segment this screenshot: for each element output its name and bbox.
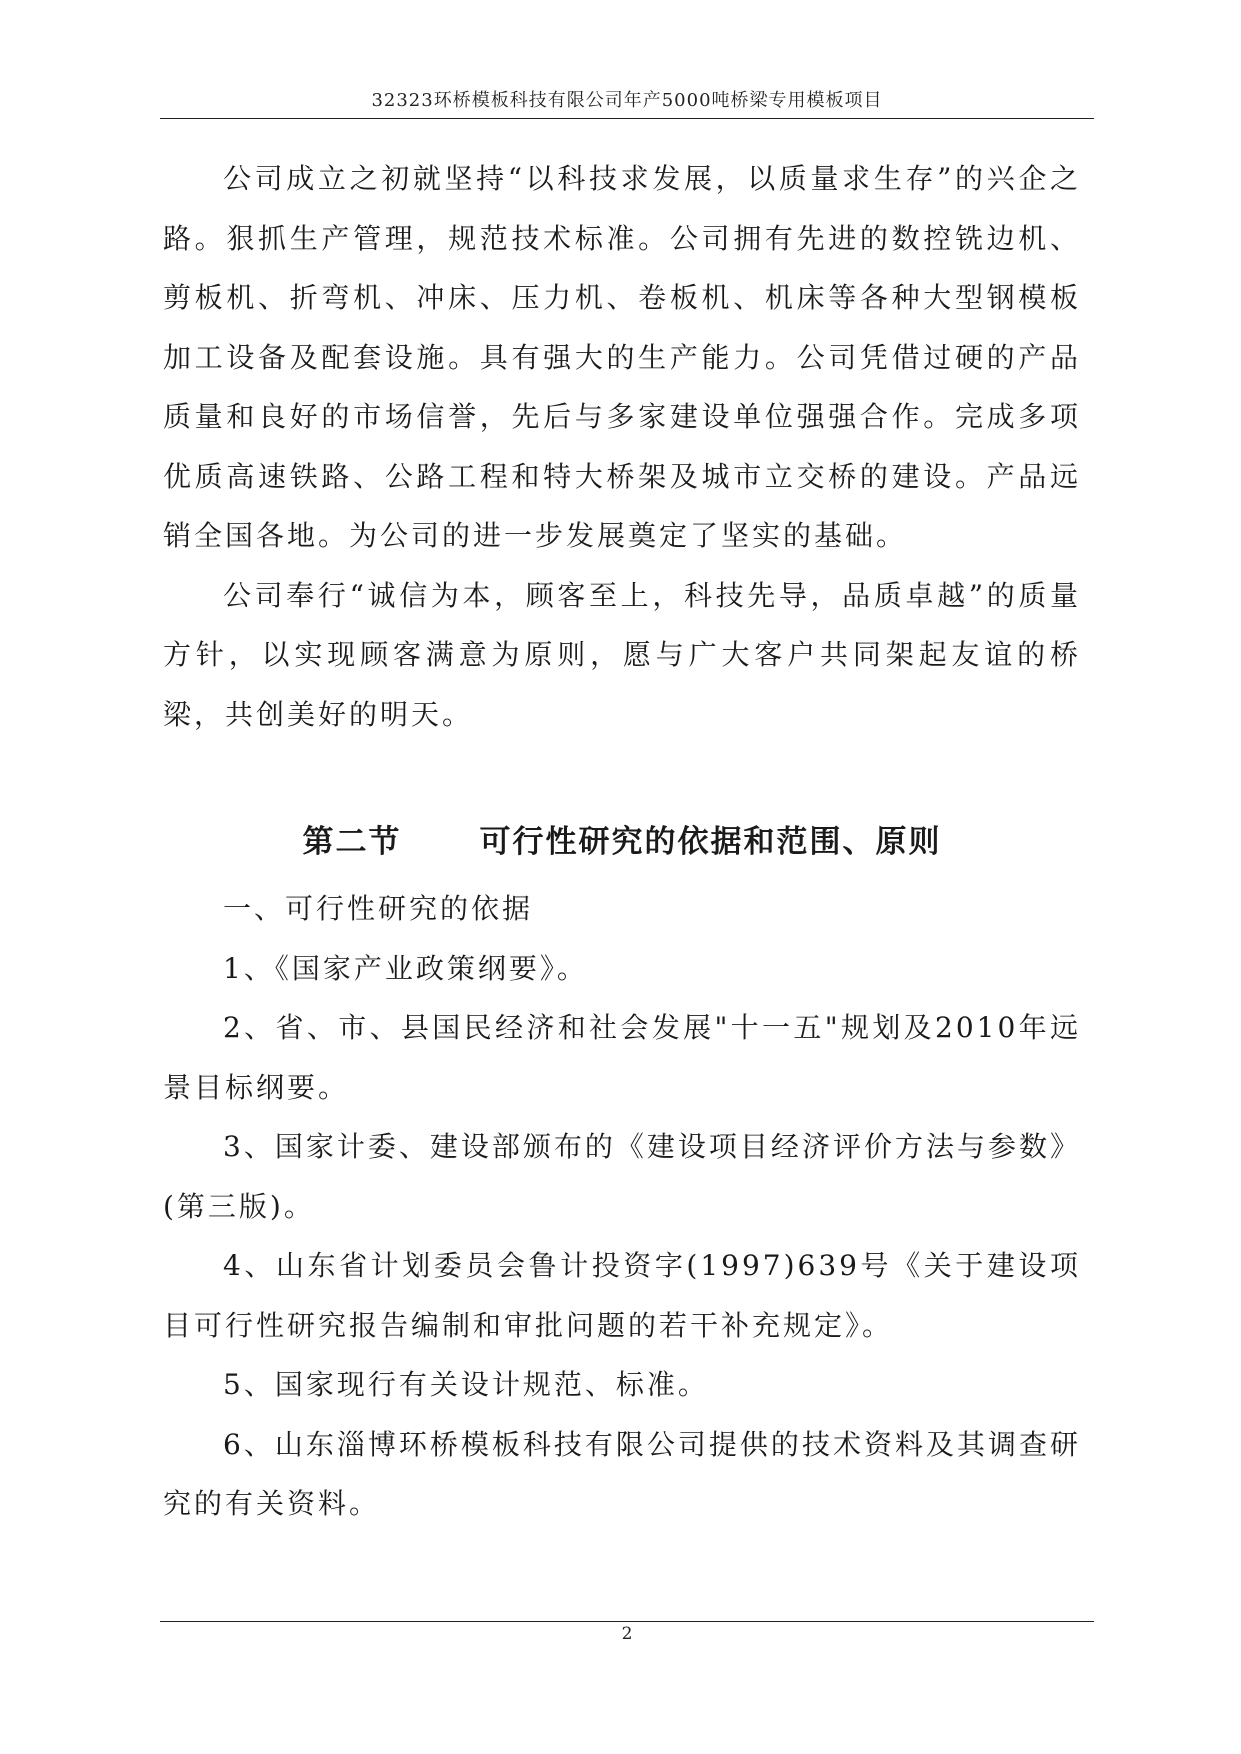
basis-item-6: 6、山东淄博环桥模板科技有限公司提供的技术资料及其调查研究的有关资料。 xyxy=(163,1427,1081,1520)
basis-item-4: 4、山东省计划委员会鲁计投资字(1997)639号《关于建设项目可行性研究报告编制和审批问题的若干补充规定》。 xyxy=(163,1249,1081,1342)
header-divider xyxy=(160,118,1094,119)
basis-item-1: 1、《国家产业政策纲要》。 xyxy=(223,951,588,985)
running-header: 32323环桥模板科技有限公司年产5000吨桥梁专用模板项目 xyxy=(371,90,883,111)
basis-item-2: 2、省、市、县国民经济和社会发展"十一五"规划及2010年远景目标纲要。 xyxy=(163,1011,1081,1104)
section-heading xyxy=(163,816,1081,861)
basis-section xyxy=(163,879,1081,1534)
page-number: 2 xyxy=(621,1624,633,1644)
intro-paragraph-2: 公司奉行“诚信为本，顾客至上，科技先导，品质卓越”的质量方针，以实现顾客满意为原则，愿与广大客户共同架起友谊的桥梁，共创美好的明天。 xyxy=(163,578,1081,731)
footer-divider xyxy=(160,1621,1094,1622)
intro-section xyxy=(163,149,1081,744)
basis-item-5: 5、国家现行有关设计规范、标准。 xyxy=(223,1368,709,1401)
section-title-text: 可行性研究的依据和范围、原则 xyxy=(479,824,942,860)
basis-item-3: 3、国家计委、建设部颁布的《建设项目经济评价方法与参数》(第三版)。 xyxy=(163,1130,1081,1223)
section-number: 第二节 xyxy=(302,824,402,860)
intro-paragraph-1: 公司成立之初就坚持“以科技求发展，以质量求生存”的兴企之路。狠抓生产管理，规范技术标准。公司拥有先进的数控铣边机、剪板机、折弯机、冲床、压力机、卷板机、机床等各种大型钢模板加工设备及配套设施。具有强大的生产能力。公司凭借过硬的产品质量和良好的市场信誉，先后与多家建设单位强强合作。完成多项优质高速铁路、公路工程和特大桥架及城市立交桥的建设。产品远销全国各地。为公司的进一步发展奠定了坚实的基础。 xyxy=(163,162,1081,552)
subsection-heading: 一、可行性研究的依据 xyxy=(223,892,534,925)
